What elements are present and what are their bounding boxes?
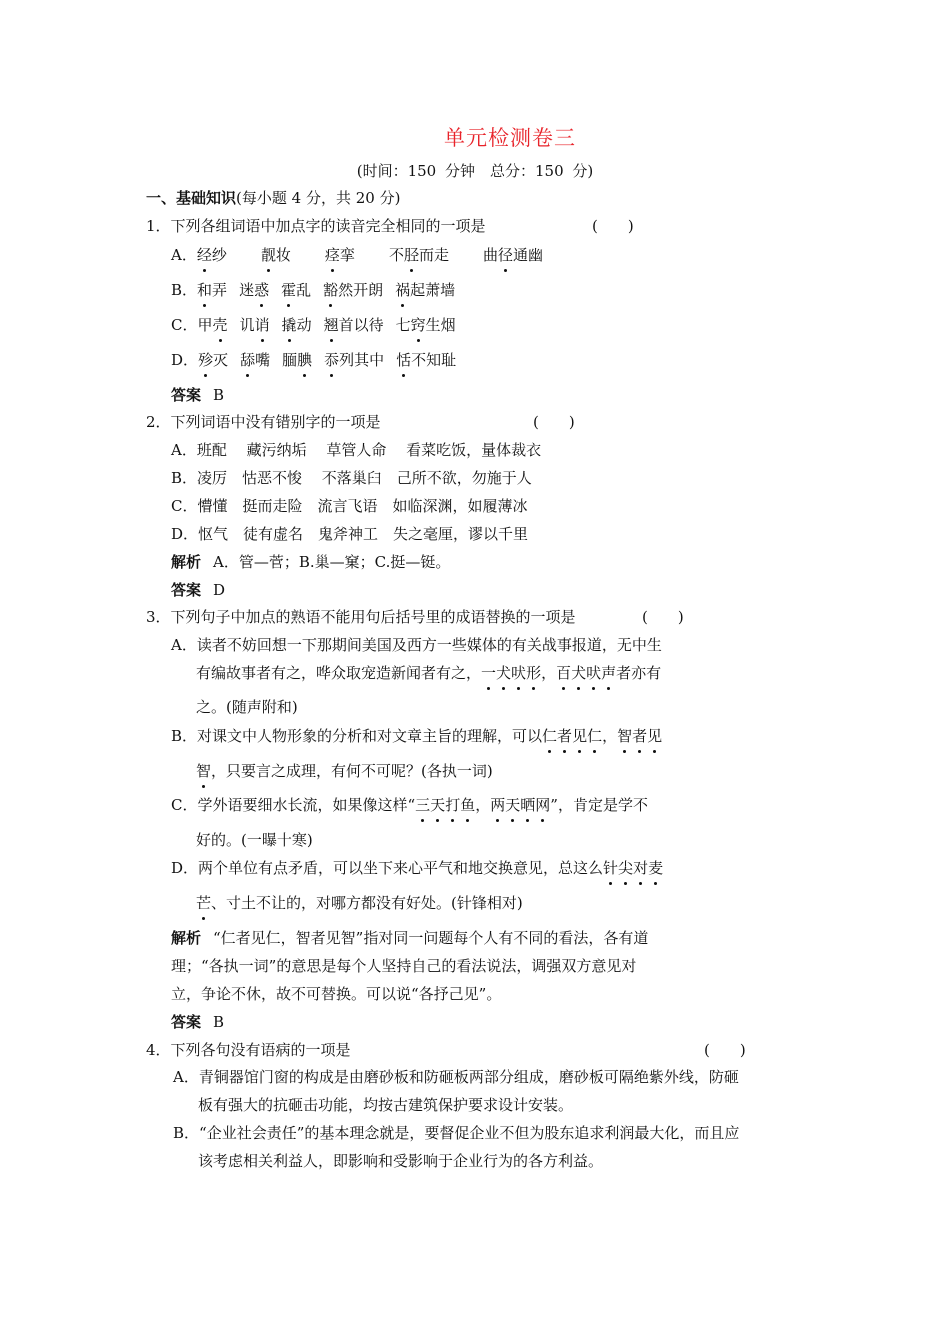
q3-answer-paren: ( )	[642, 608, 684, 626]
dotted-phrase: 一犬吠形	[481, 664, 542, 682]
q3-analysis-line2: 理；“各执一词”的意思是每个人坚持自己的看法说法，调强双方意见对	[171, 957, 637, 975]
q3-option-a-line1[interactable]: A．读者不妨回想一下那期间美国及西方一些媒体的有关战事报道，无中生	[171, 636, 662, 654]
dotted-char: 窍	[410, 316, 426, 334]
q3-option-c-line2: 好的。(一曝十寒)	[196, 831, 313, 849]
dotted-char: 舔	[240, 351, 256, 369]
analysis-label: 解析	[171, 553, 202, 571]
q1-answer-value: B	[213, 386, 225, 404]
q1-option-b[interactable]: B．和弄 迷惑 霍乱 豁然开朗 祸起萧墙	[171, 281, 456, 299]
q3-analysis-line1: 解析 “仁者见仁，智者见智”指对同一问题每个人有不同的看法，各有道	[171, 929, 649, 947]
q2-stem: 2．下列词语中没有错别字的一项是	[146, 413, 381, 431]
section-label: 一、基础知识	[146, 189, 237, 207]
q1-a-label: A．	[171, 246, 197, 264]
q3-option-d-line2: 芒、寸土不让的，对哪方都没有好处。(针锋相对)	[196, 894, 523, 912]
q3-option-d-line1[interactable]: D．两个单位有点矛盾，可以坐下来心平气和地交换意见，总这么针尖对麦	[171, 859, 664, 877]
q3-answer-value: B	[213, 1013, 225, 1031]
section-note: (每小题 4 分，共 20 分)	[236, 189, 401, 207]
dotted-char: 靓	[260, 246, 276, 264]
answer-label: 答案	[171, 1013, 202, 1031]
dotted-char: 恬	[396, 351, 412, 369]
q3-option-a-line3: 之。(随声附和)	[196, 698, 298, 716]
dotted-char: 痉	[324, 246, 340, 264]
q3-option-b-line2: 智，只要言之成理，有何不可呢？(各执一词)	[196, 762, 493, 780]
q3-answer	[171, 1012, 224, 1032]
q2-option-a[interactable]: A．班配 藏污纳垢 草管人命 看菜吃饭，量体裁衣	[171, 441, 542, 459]
q1-c-label: C．	[171, 316, 198, 334]
dotted-char: 腆	[297, 351, 313, 369]
dotted-char: 智	[196, 762, 212, 780]
q4-option-a-line2: 板有强大的抗砸击功能，均按古建筑保护要求设计安装。	[198, 1096, 574, 1114]
dotted-char: 壳	[212, 316, 228, 334]
section-heading	[146, 188, 400, 208]
q2-answer	[171, 580, 225, 600]
q3-analysis-line3: 立，争论不休，故不可替换。可以说“各抒己见”。	[171, 985, 502, 1003]
q3-stem: 3．下列句子中加点的熟语不能用句后括号里的成语替换的一项是	[146, 608, 576, 626]
q2-option-b[interactable]: B．凌厉 怙恶不悛 不落巢臼 己所不欲，勿施于人	[171, 469, 532, 487]
dotted-char: 霍	[281, 281, 297, 299]
q2-option-c[interactable]: C．懵懂 挺而走险 流言飞语 如临深渊，如履薄冰	[171, 497, 528, 515]
dotted-char: 和	[197, 281, 213, 299]
q2-answer-paren: ( )	[533, 413, 575, 431]
dotted-char: 忝	[324, 351, 340, 369]
dotted-char: 经	[196, 246, 212, 264]
dotted-char: 撬	[281, 316, 297, 334]
q3-option-c-line1[interactable]: C．学外语要细水长流，如果像这样“三天打鱼，两天晒网”，肯定是学不	[171, 796, 648, 814]
page-subtitle: (时间：150 分钟 总分：150 分)	[356, 162, 594, 180]
q2-analysis-text: A．管—菅；B.巢—窠；C.挺—铤。	[213, 553, 451, 571]
dotted-phrase: 仁者见仁	[542, 727, 603, 745]
q4-stem: 4．下列各句没有语病的一项是	[146, 1041, 351, 1059]
q1-option-c[interactable]: C．甲壳 讥诮 撬动 翘首以待 七窍生烟	[171, 316, 456, 334]
q1-b-label: B．	[171, 281, 198, 299]
dotted-char: 诮	[254, 316, 270, 334]
q3-option-b-line1[interactable]: B．对课文中人物形象的分析和对文章主旨的理解，可以仁者见仁，智者见	[171, 727, 663, 745]
dotted-char: 芒	[196, 894, 212, 912]
q2-option-d[interactable]: D．怄气 徒有虚名 鬼斧神工 失之毫厘，谬以千里	[171, 525, 529, 543]
q1-answer	[171, 385, 224, 405]
q1-answer-paren: ( )	[592, 217, 634, 235]
q2-analysis	[171, 552, 450, 572]
answer-label: 答案	[171, 386, 202, 404]
q2-answer-value: D	[213, 581, 226, 599]
q4-answer-paren: ( )	[704, 1041, 746, 1059]
q1-d-label: D．	[171, 351, 199, 369]
q1-option-a[interactable]: A．经纱 靓妆 痉挛 不胫而走 曲径通幽	[171, 246, 544, 264]
analysis-label: 解析	[171, 929, 202, 947]
dotted-char: 惑	[254, 281, 270, 299]
q1-option-d[interactable]: D．殄灭 舔嘴 腼腆 忝列其中 恬不知耻	[171, 351, 457, 369]
q4-option-a-line1[interactable]: A．青铜器馆门窗的构成是由磨砂板和防砸板两部分组成，磨砂板可隔绝紫外线，防砸	[173, 1068, 739, 1086]
dotted-char: 豁	[323, 281, 339, 299]
dotted-phrase: 两天晒网	[490, 796, 551, 814]
page-title: 单元检测卷三	[444, 126, 576, 150]
dotted-char: 翘	[323, 316, 339, 334]
dotted-char: 径	[498, 246, 514, 264]
dotted-char: 胫	[403, 246, 419, 264]
q4-option-b-line2: 该考虑相关利益人，即影响和受影响于企业行为的各方利益。	[198, 1152, 604, 1170]
q3-option-a-line2: 有编故事者有之，哗众取宠造新闻者有之，一犬吠形，百犬吠声者亦有	[196, 664, 662, 682]
q4-option-b-line1[interactable]: B．“企业社会责任”的基本理念就是，要督促企业不但为股东追求利润最大化，而且应	[173, 1124, 740, 1142]
q1-stem: 1．下列各组词语中加点字的读音完全相同的一项是	[146, 217, 486, 235]
dotted-phrase: 三天打鱼	[415, 796, 476, 814]
answer-label: 答案	[171, 581, 202, 599]
dotted-char: 殄	[198, 351, 214, 369]
dotted-phrase: 针尖对麦	[603, 859, 664, 877]
dotted-phrase: 百犬吠声	[556, 664, 617, 682]
dotted-phrase: 智者见	[617, 727, 663, 745]
dotted-char: 祸	[395, 281, 411, 299]
